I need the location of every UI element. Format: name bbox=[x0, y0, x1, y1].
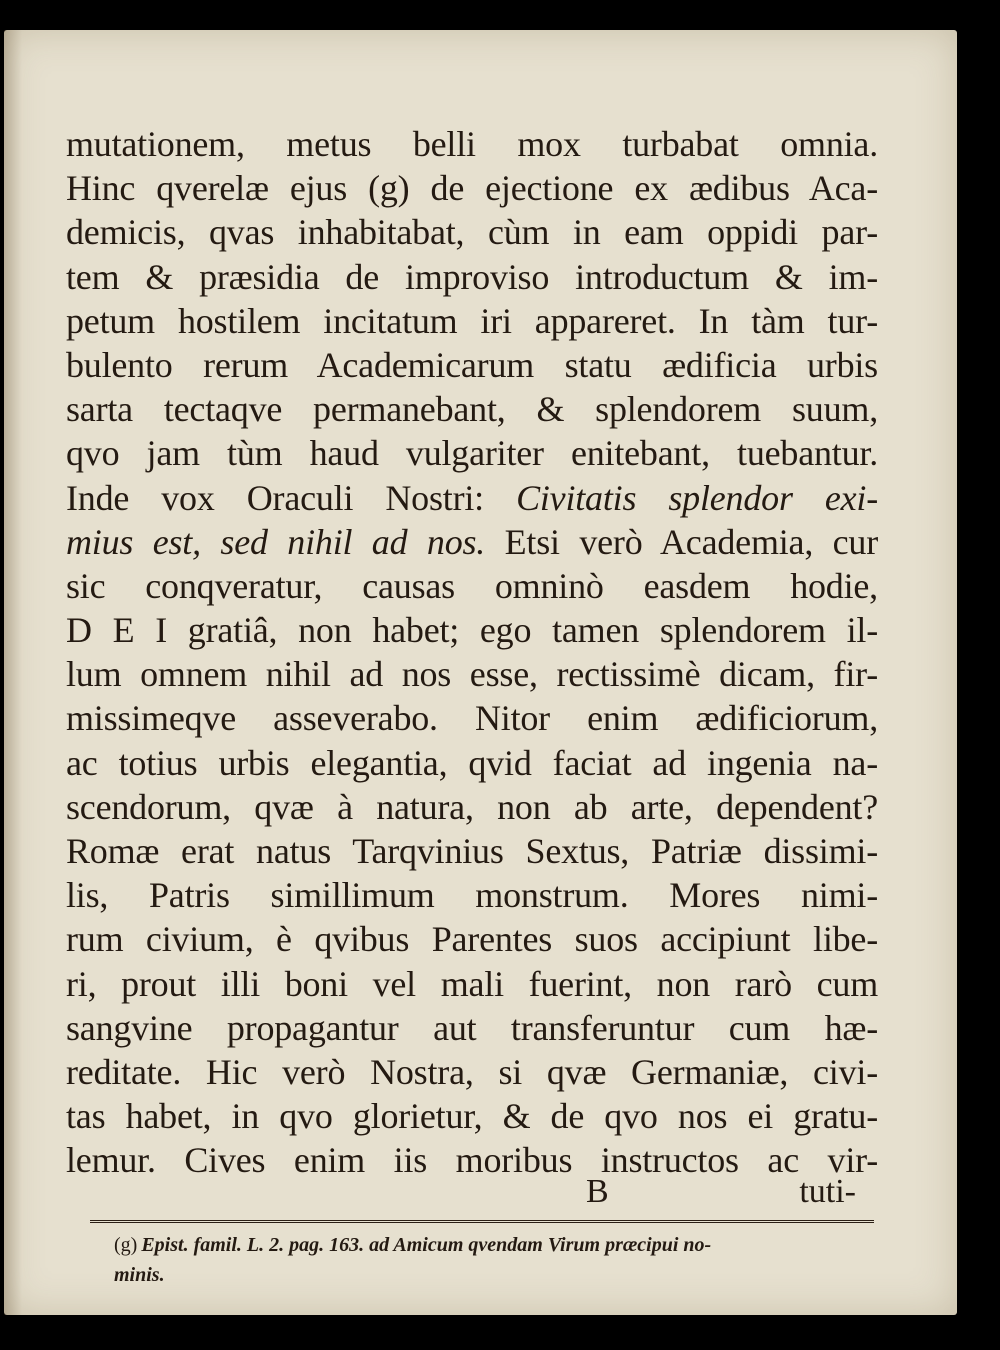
text-line: mutationem, metus belli mox turbabat omnia. bbox=[66, 124, 878, 164]
text-line: ac totius urbis elegantia, qvid faciat ad ingenia na- bbox=[66, 742, 878, 783]
text-line: Romæ erat natus Tarqvinius Sextus, Patriæ dissimi- bbox=[66, 831, 878, 871]
text-segment: Inde vox Oraculi Nostri: bbox=[66, 477, 517, 518]
italic-quote: Civitatis splendor exi- bbox=[516, 477, 878, 518]
page-footer-row bbox=[66, 1170, 878, 1214]
text-line: petum hostilem incitatum iri appareret. In tàm tur- bbox=[66, 300, 878, 341]
text-line: scendorum, qvæ à natura, non ab arte, dependent? bbox=[66, 786, 878, 827]
footnote-text: Epist. famil. L. 2. pag. 163. ad Amicum qvendam Virum præcipui no- bbox=[141, 1234, 712, 1256]
text-line: sarta tectaqve permanebant, & splendorem suum, bbox=[66, 389, 878, 430]
text-line: rum civium, è qvibus Parentes suos accipiunt libe- bbox=[66, 919, 878, 960]
text-line: lum omnem nihil ad nos esse, rectissimè dicam, fir- bbox=[66, 654, 878, 695]
main-text-block bbox=[66, 122, 878, 1183]
signature-mark: B bbox=[586, 1173, 609, 1210]
text-line bbox=[66, 476, 878, 520]
book-page bbox=[4, 30, 957, 1315]
footnote-text-continued: minis. bbox=[114, 1264, 165, 1286]
text-line: tem & præsidia de improviso introductum & im- bbox=[66, 256, 878, 297]
text-line: bulento rerum Academicarum statu ædificia urbis bbox=[66, 344, 878, 385]
text-line bbox=[66, 520, 878, 564]
text-line: sic conqveratur, causas omninò easdem hodie, bbox=[66, 565, 878, 606]
italic-quote: mius est, sed nihil ad nos. bbox=[66, 521, 486, 562]
footnote bbox=[114, 1230, 874, 1290]
text-line: Hinc qverelæ ejus (g) de ejectione ex ædibus Aca- bbox=[66, 168, 878, 209]
text-line: qvo jam tùm haud vulgariter enitebant, tuebantur. bbox=[66, 433, 878, 474]
footnote-mark: (g) bbox=[114, 1234, 138, 1256]
text-line: demicis, qvas inhabitabat, cùm in eam oppidi par- bbox=[66, 212, 878, 253]
text-line: D E I gratiâ, non habet; ego tamen splendorem il- bbox=[66, 610, 878, 651]
text-line: lemur. Cives enim iis moribus instructos ac vir- bbox=[66, 1140, 878, 1181]
footnote-rule bbox=[90, 1220, 874, 1223]
text-line: reditate. Hic verò Nostra, si qvæ Germaniæ, civi- bbox=[66, 1051, 878, 1092]
text-segment: Etsi verò Academia, cur bbox=[485, 521, 878, 562]
catchword: tuti- bbox=[799, 1173, 856, 1210]
text-line: tas habet, in qvo glorietur, & de qvo nos ei gratu- bbox=[66, 1096, 878, 1137]
text-line: sangvine propagantur aut transferuntur cum hæ- bbox=[66, 1007, 878, 1048]
text-line: missimeqve asseverabo. Nitor enim ædificiorum, bbox=[66, 698, 878, 739]
text-line: ri, prout illi boni vel mali fuerint, non rarò cum bbox=[66, 963, 878, 1004]
text-line: lis, Patris simillimum monstrum. Mores nimi- bbox=[66, 875, 878, 916]
